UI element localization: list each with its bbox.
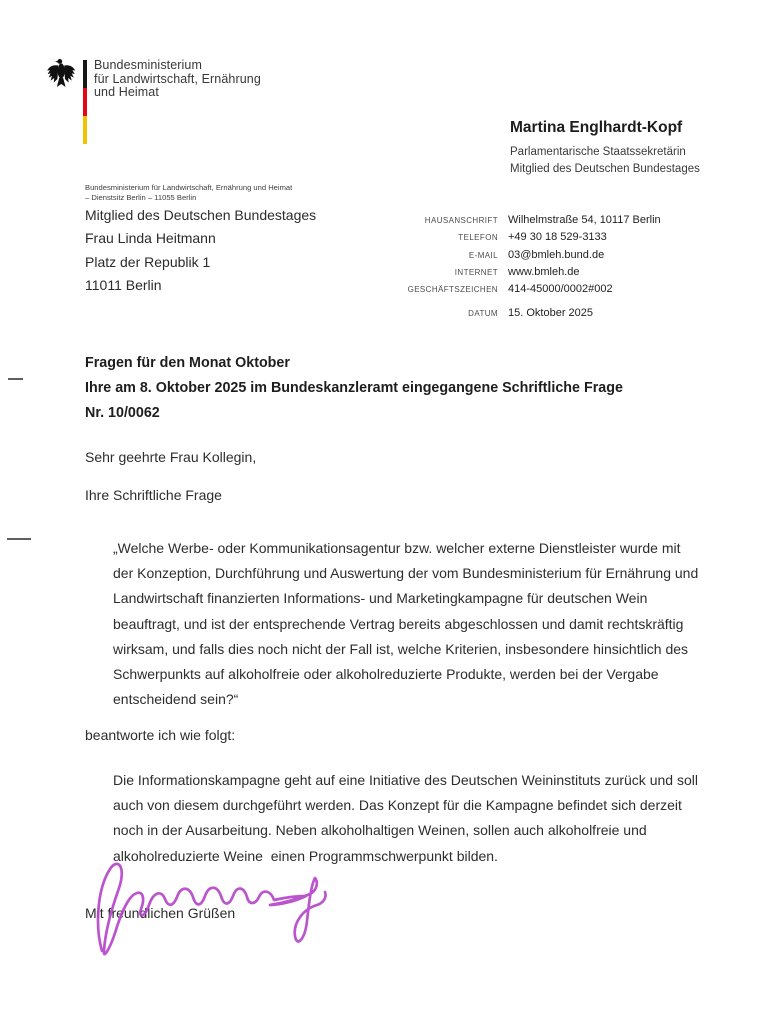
ministry-name-line: und Heimat [94,85,159,99]
answer-paragraph: Die Informationskampagne geht auf eine Initiative des Deutschen Weininstituts zurück und soll auch von diesem durchgeführt werden. Das Konzept für die Kampagne befindet sich derzeit noch in der Ausarbeitung. Neben alkoholhaltigen Weinen, sollen auch alkoholfreie und alkoholreduzierte Weine einen Programmschwerpunkt bilden. [113,772,702,864]
return-address-line: – Dienstsitz Berlin – 11055 Berlin [85,192,197,202]
contact-label: HAUSANSCHRIFT [424,216,498,225]
flag-gold-segment [83,116,87,144]
contact-label: GESCHÄFTSZEICHEN [407,285,498,295]
question-quote: „Welche Werbe- oder Kommunikationsagentur bzw. welcher externe Dienstleister wurde mit der Konzeption, Durchführung und Auswertung der vom Bundesministerium für Ernährung und Landwirtschaft finanzierten Informations- und Marketingkampagne für deutschen Wein beauftragt, und ist der entsprechende Vertrag bereits abgeschlossen und damit rechtskräftig wirksam, und falls dies noch nicht der Fall ist, welche Kriterien, insbesondere hinsichtlich des Schwerpunkts auf alkoholfreie oder alkoholreduzierte Produkte, werden bei der Vergabe entscheidend sein?“ [113,540,703,708]
recipient-line: Platz der Republik 1 [85,253,211,270]
sender-block [510,119,710,177]
date-value: 15. Oktober 2025 [508,307,594,319]
contact-label: TELEFON [458,233,498,243]
contact-value: 03@bmleh.bund.de [508,248,605,261]
date-row [398,305,757,322]
contact-info-block [398,212,757,298]
contact-value: +49 30 18 529-3133 [508,231,607,244]
recipient-line: 11011 Berlin [85,277,162,294]
answer-lead: beantworte ich wie folgt: [85,727,236,743]
contact-value: 414-45000/0002#002 [508,283,613,296]
flag-black-segment [83,60,87,88]
contact-value: Wilhelmstraße 54, 10117 Berlin [508,214,661,226]
fold-mark [7,538,31,540]
sender-name: Martina Englhardt-Kopf [510,119,683,136]
date-label: DATUM [468,309,498,318]
return-address-line: Bundesministerium für Landwirtschaft, Ernährung und Heimat [85,183,293,192]
ministry-name-line: für Landwirtschaft, Ernährung [94,71,261,86]
recipient-address [85,204,316,298]
closing-line: Mit freundlichen Grüßen [85,905,236,921]
german-flag-stripe [83,60,87,144]
ministry-name-line: Bundesministerium [94,58,202,72]
contact-label: INTERNET [454,267,498,277]
subject-line: Ihre am 8. Oktober 2025 im Bundeskanzleramt eingegangene Schriftliche Frage [85,380,623,396]
flag-red-segment [83,88,87,116]
recipient-line: Frau Linda Heitmann [85,230,216,247]
federal-eagle-icon [46,56,76,95]
signature-stroke [98,864,325,954]
return-address [85,183,292,202]
contact-value: www.bmleh.de [508,265,580,278]
contact-label: E-MAIL [468,250,498,260]
sender-title: Parlamentarische Staatssekretärin [510,146,686,158]
intro-line: Ihre Schriftliche Frage [85,487,222,503]
subject-line: Fragen für den Monat Oktober [85,355,290,371]
salutation: Sehr geehrte Frau Kollegin, [85,449,257,465]
handwritten-signature-icon [80,855,342,966]
sender-role: Mitglied des Deutschen Bundestages [510,162,700,175]
fold-mark [8,378,23,380]
subject-block [85,351,695,426]
subject-line: Nr. 10/0062 [85,405,160,421]
ministry-name [94,59,261,100]
recipient-line: Mitglied des Deutschen Bundestages [85,207,317,223]
